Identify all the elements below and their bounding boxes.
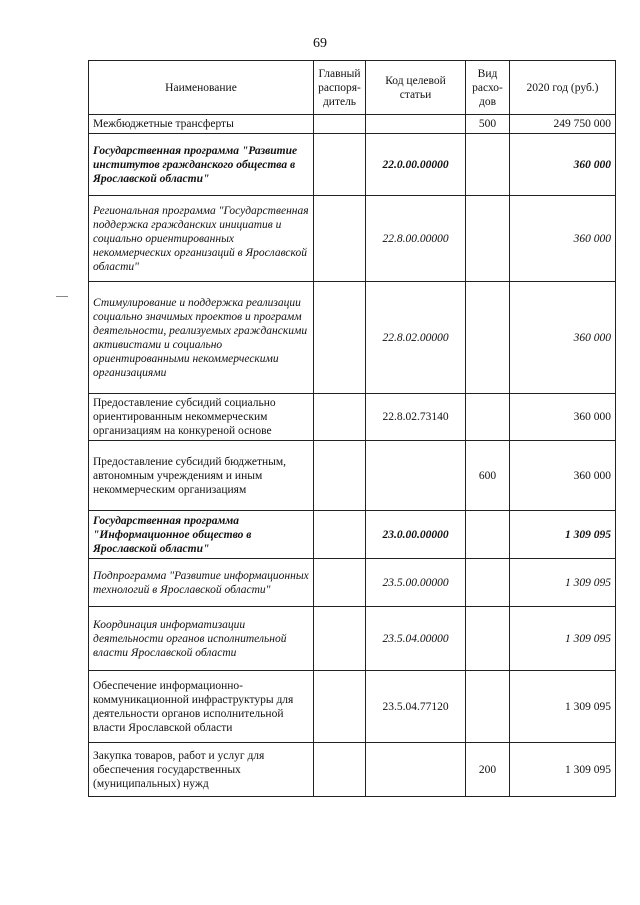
table-row — [89, 441, 616, 511]
cell-name: Обеспечение информационно-коммуникационной инфраструктуры для деятельности органов исполнительной власти Ярославской области — [89, 671, 314, 743]
header-code: Код целевой статьи — [366, 61, 466, 115]
cell-code: 23.5.04.00000 — [366, 607, 466, 671]
table-row — [89, 115, 616, 134]
cell-amount: 1 309 095 — [510, 743, 616, 797]
cell-type — [466, 134, 510, 196]
cell-type: 500 — [466, 115, 510, 134]
cell-code: 23.5.04.77120 — [366, 671, 466, 743]
cell-type: 600 — [466, 441, 510, 511]
cell-type — [466, 671, 510, 743]
budget-table — [88, 60, 616, 797]
cell-admin — [314, 607, 366, 671]
cell-type — [466, 196, 510, 282]
cell-type — [466, 559, 510, 607]
header-admin: Главный распоря-дитель — [314, 61, 366, 115]
cell-name: Предоставление субсидий бюджетным, автономным учреждениям и иным некоммерческим организациям — [89, 441, 314, 511]
cell-code: 22.8.00.00000 — [366, 196, 466, 282]
table-row — [89, 282, 616, 394]
cell-code — [366, 115, 466, 134]
header-name: Наименование — [89, 61, 314, 115]
cell-code: 22.0.00.00000 — [366, 134, 466, 196]
cell-admin — [314, 196, 366, 282]
cell-amount: 360 000 — [510, 441, 616, 511]
cell-name: Координация информатизации деятельности органов исполнительной власти Ярославской области — [89, 607, 314, 671]
cell-code: 23.5.00.00000 — [366, 559, 466, 607]
cell-code: 23.0.00.00000 — [366, 511, 466, 559]
cell-admin — [314, 743, 366, 797]
cell-admin — [314, 394, 366, 441]
table-row — [89, 559, 616, 607]
cell-amount: 360 000 — [510, 134, 616, 196]
cell-amount: 1 309 095 — [510, 511, 616, 559]
cell-type — [466, 607, 510, 671]
cell-admin — [314, 671, 366, 743]
cell-type — [466, 282, 510, 394]
cell-amount: 360 000 — [510, 394, 616, 441]
table-row — [89, 607, 616, 671]
cell-name: Региональная программа "Государственная поддержка гражданских инициатив и социально ориентированных некоммерческих организаций в Ярославской области" — [89, 196, 314, 282]
cell-code: 22.8.02.00000 — [366, 282, 466, 394]
table-row — [89, 394, 616, 441]
cell-amount: 1 309 095 — [510, 607, 616, 671]
table-row — [89, 743, 616, 797]
cell-code — [366, 441, 466, 511]
cell-amount: 1 309 095 — [510, 559, 616, 607]
table-row — [89, 196, 616, 282]
cell-code — [366, 743, 466, 797]
cell-amount: 1 309 095 — [510, 671, 616, 743]
cell-name: Подпрограмма "Развитие информационных технологий в Ярославской области" — [89, 559, 314, 607]
cell-type — [466, 394, 510, 441]
table-header-row — [89, 61, 616, 115]
table-row — [89, 671, 616, 743]
header-type: Вид расхо-дов — [466, 61, 510, 115]
cell-name: Государственная программа "Информационное общество в Ярославской области" — [89, 511, 314, 559]
header-amount: 2020 год (руб.) — [510, 61, 616, 115]
margin-mark — [56, 296, 68, 297]
cell-name: Предоставление субсидий социально ориентированным некоммерческим организациям на конкуреной основе — [89, 394, 314, 441]
cell-admin — [314, 441, 366, 511]
cell-name: Стимулирование и поддержка реализации социально значимых проектов и программ деятельности, реализуемых гражданскими активистами и социально ориентированными некоммерческими организациями — [89, 282, 314, 394]
cell-code: 22.8.02.73140 — [366, 394, 466, 441]
cell-admin — [314, 115, 366, 134]
cell-admin — [314, 559, 366, 607]
cell-admin — [314, 134, 366, 196]
cell-amount: 249 750 000 — [510, 115, 616, 134]
table-row — [89, 511, 616, 559]
page-number: 69 — [313, 36, 327, 51]
cell-amount: 360 000 — [510, 196, 616, 282]
cell-type — [466, 511, 510, 559]
cell-name: Закупка товаров, работ и услуг для обеспечения государственных (муниципальных) нужд — [89, 743, 314, 797]
cell-name: Государственная программа "Развитие институтов гражданского общества в Ярославской области" — [89, 134, 314, 196]
cell-admin — [314, 282, 366, 394]
cell-type: 200 — [466, 743, 510, 797]
cell-name: Межбюджетные трансферты — [89, 115, 314, 134]
table-row — [89, 134, 616, 196]
table-body — [89, 115, 616, 797]
cell-amount: 360 000 — [510, 282, 616, 394]
cell-admin — [314, 511, 366, 559]
